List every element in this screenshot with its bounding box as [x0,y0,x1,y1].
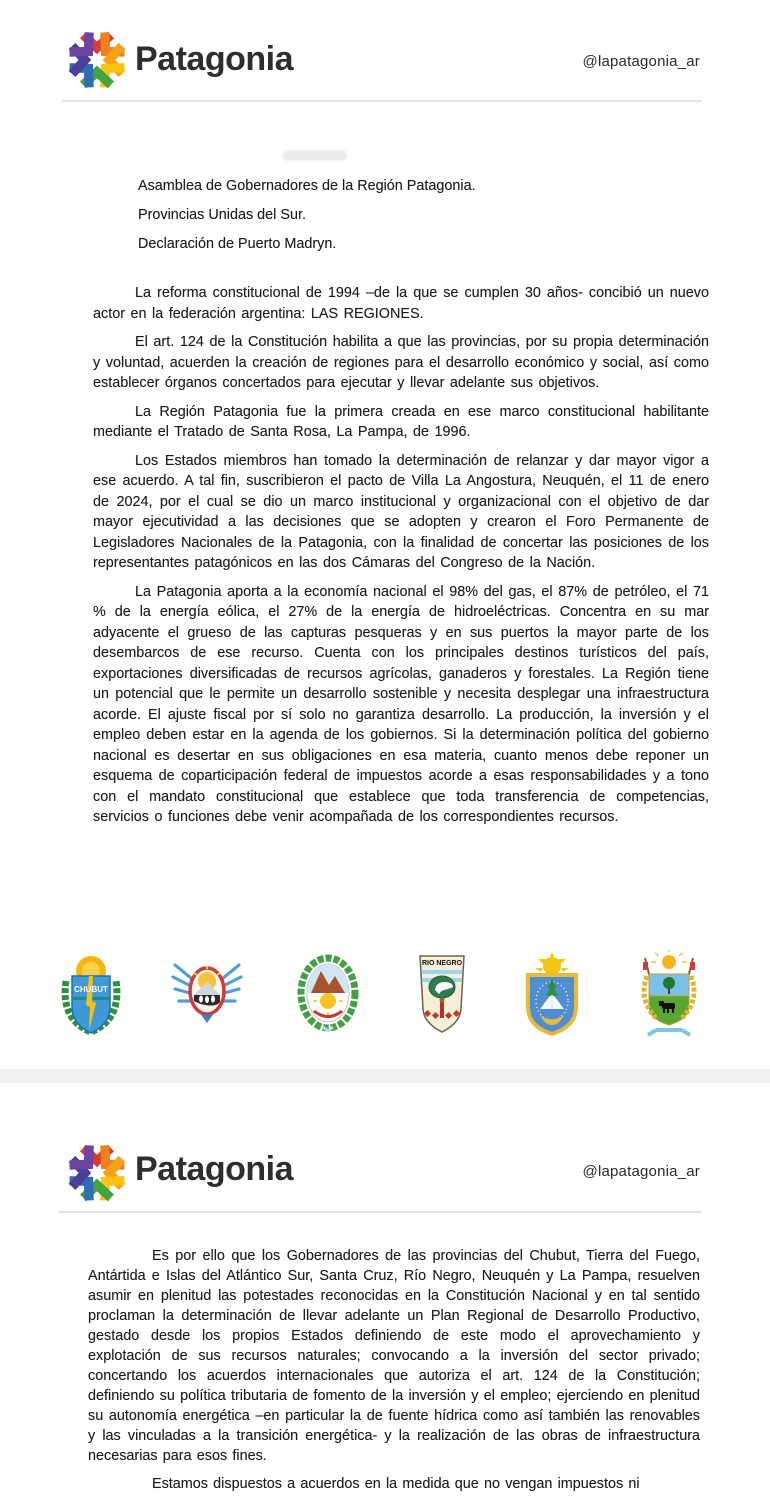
header-divider [62,100,702,102]
letter-page-1 [93,172,709,836]
account-handle: @lapatagonia_ar [582,53,700,70]
patagonia-star-icon [60,20,134,98]
santa-cruz-coat-of-arms-icon [290,951,366,1037]
rio-negro-label: RIO NEGRO [421,960,462,967]
letter-paragraph: La reforma constitucional de 1994 –de la que se cumplen 30 años- concibió un nuevo actor en la federación argentina: LAS REGIONES. [93,285,709,322]
scan-artifact [283,150,347,161]
letter-title-line: Provincias Unidas del Sur. [138,207,306,223]
neuquen-coat-of-arms-icon [517,951,587,1037]
brand-name: Patagonia [135,40,293,78]
letter-paragraph: La Región Patagonia fue la primera creada en ese marco constitucional habilitante mediante el Tratado de Santa Rosa, La Pampa, de 1996. [93,403,709,440]
account-handle: @lapatagonia_ar [582,1163,700,1180]
chubut-label: CHUBUT [74,985,108,994]
rio-negro-coat-of-arms-icon [412,951,472,1037]
la-pampa-coat-of-arms-icon [632,950,706,1038]
province-emblems-row [58,950,706,1038]
letter-paragraph: Los Estados miembros han tomado la determinación de relanzar y dar mayor vigor a ese acuerdo. A tal fin, suscribieron el pacto de Villa La Angostura, Neuquén, el 11 de enero de 2024, por el cual se dio un marco institucional y organizacional con el objetivo de dar mayor ejecutividad a las decisiones que se adopten y crearon el Foro Permanente de Legisladores Nacionales de la Patagonia, con la finalidad de concertar las posiciones de los representantes patagónicos en las dos Cámaras del Congreso de la Nación. [93,452,709,571]
chubut-coat-of-arms-icon [58,951,124,1037]
page-separator-band [0,1069,770,1083]
letter-paragraph: Estamos dispuestos a acuerdos en la medida que no vengan impuestos ni [152,1476,640,1492]
brand-header-1 [60,20,134,103]
letter-title-line: Asamblea de Gobernadores de la Región Patagonia. [138,178,476,194]
letter-paragraph: El art. 124 de la Constitución habilita a que las provincias, por su propia determinación y voluntad, acuerden la creación de regiones para el desarrollo económico y social, así como establecer órganos concertados para ejecutar y llevar adelante sus objetivos. [93,334,709,391]
patagonia-star-icon [60,1133,134,1211]
letter-paragraph: Es por ello que los Gobernadores de las provincias del Chubut, Tierra del Fuego, Antártida e Islas del Atlántico Sur, Santa Cruz, Río Negro, Neuquén y La Pampa, resuelven asumir en plenitud las potestades reconocidas en la Constitución Nacional y en tal sentido proclaman la determinación de llevar adelante un Plan Regional de Desarrollo Productivo, gestado desde los propios Estados definiendo de este modo el aprovechamiento y explotación de sus recursos naturales; convocando a la inversión del sector privado; concertando los acuerdos internacionales que autoriza el art. 124 de la Constitución; definiendo su política tributaria de fomento de la inversión y el empleo; ejerciendo en plenitud su autonomía energética –en particular la de fuente hídrica como así también las renovables y las vinculadas a la transición energética- y la realización de las obras de infraestructura necesarias para esos fines. [88,1248,700,1464]
header-divider [58,1211,702,1213]
letter-paragraph: La Patagonia aporta a la economía nacional el 98% del gas, el 87% de petróleo, el 71 % de la energía eólica, el 27% de la energía de hidroeléctricas. Concentra en su mar adyacente el grueso de las capturas pesqueras y en sus puertos la mayor parte de los desembarcos de ese recurso. Cuenta con los principales destinos turísticos del país, exportaciones diversificadas de recursos agrícolas, ganaderos y forestales. La Región tiene un potencial que le permite un desarrollo sostenible y necesita desplegar una infraestructura acorde. El ajuste fiscal por sí solo no garantiza desarrollo. La producción, la inversión y el empleo deben estar en la agenda de los gobiernos. Si la determinación política del gobierno nacional es desertar en sus obligaciones en esa materia, cuanto menos debe reponer un esquema de coparticipación federal de impuestos acorde a esas responsabilidades y a tono con el mandato constitucional que establece que toda transferencia de competencias, servicios o funciones debe venir acompañada de los correspondientes recursos. [93,583,709,825]
brand-name: Patagonia [135,1150,293,1188]
letter-page-2 [88,1246,700,1502]
tierra-del-fuego-coat-of-arms-icon [169,951,245,1037]
brand-header-2 [60,1133,134,1216]
letter-title-line: Declaración de Puerto Madryn. [138,236,337,252]
letter-title-block [93,172,709,259]
